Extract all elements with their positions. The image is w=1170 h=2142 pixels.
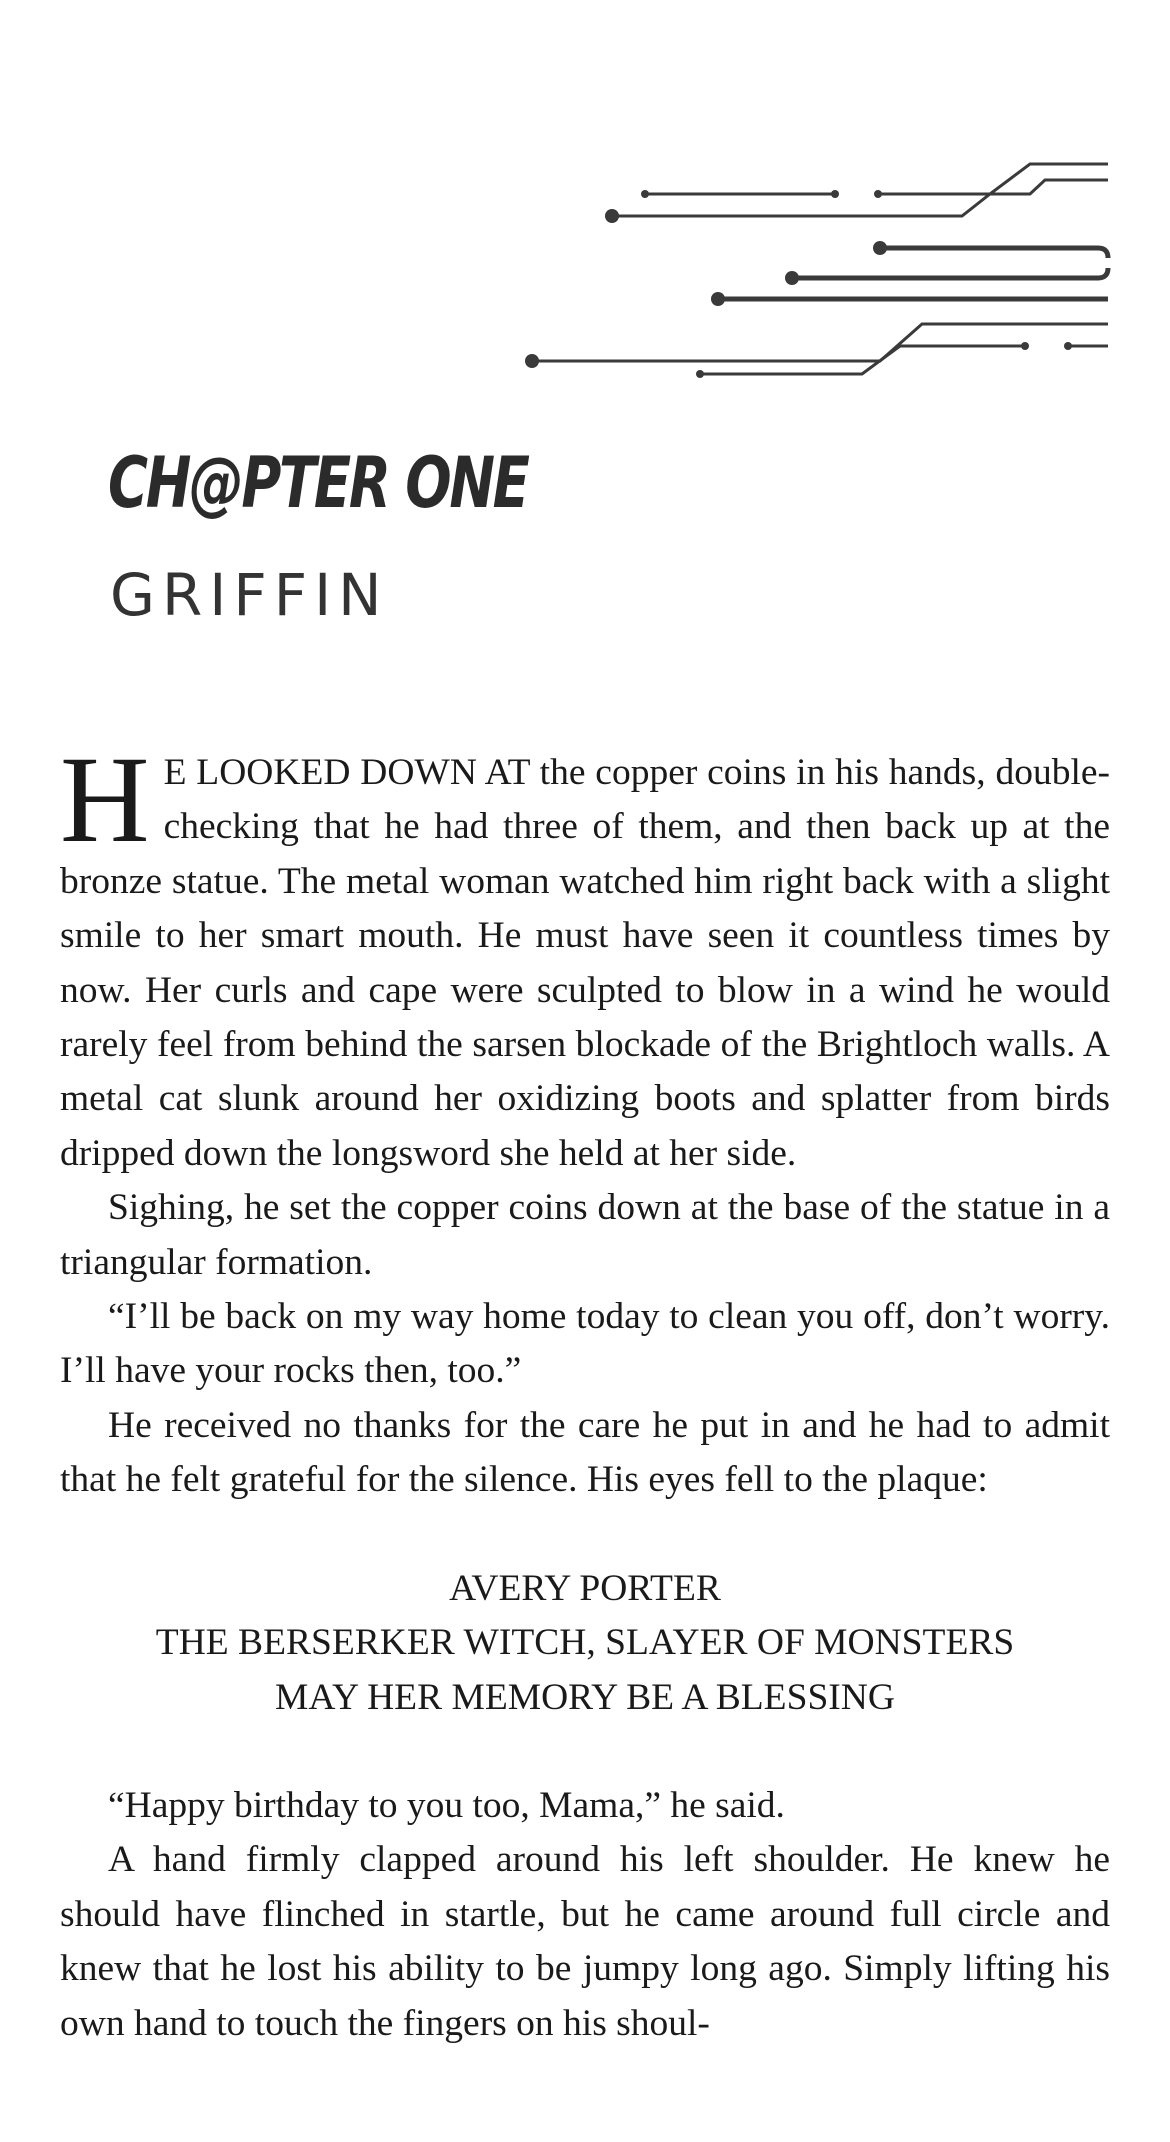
plaque-line: THE BERSERKER WITCH, SLAYER OF MONSTERS (155, 1622, 1015, 1664)
plaque-line: AVERY PORTER (449, 1567, 721, 1609)
paragraph (60, 731, 1110, 1181)
plaque-line: MAY HER MEMORY BE A BLESSING (275, 1676, 895, 1718)
paragraph: “Happy birthday to you too, Mama,” he said. (108, 1784, 785, 1826)
plaque-inscription (60, 1562, 1110, 1725)
paragraph: He received no thanks for the care he put in and he had to admit that he felt grateful for the silence. His eyes fell to the plaque: (60, 1404, 1110, 1501)
paragraph: “I’ll be back on my way home today to clean you off, don’t worry. I’ll have your rocks then, too.” (60, 1296, 1110, 1392)
paragraph: A hand firmly clapped around his left shoulder. He knew he should have flinched in startle, but he came around full circle and knew that he lost his ability to be jumpy long ago. Simply lifting his own hand to touch the fingers on his shoul- (60, 1839, 1110, 2044)
paragraph-text: E LOOKED DOWN AT the copper coins in his hands, double-checking that he had three of them, and then back up at the bronze statue. The metal woman watched him right back with a slight smile to her smart mouth. He must have seen it countless times by now. Her curls and cape were sculpted to blow in a wind he would rarely feel from behind the sarsen blockade of the Brightloch walls. A metal cat slunk around her oxidizing boots and splatter from birds dripped down the longsword she held at her side. (60, 752, 1110, 1174)
circuit-lines-icon (0, 0, 1170, 420)
paragraph: Sighing, he set the copper coins down at the base of the statue in a triangular formation. (60, 1187, 1110, 1283)
chapter-title: CH@PTER ONE (108, 442, 528, 524)
chapter-character-name: GRIFFIN (110, 561, 389, 629)
drop-cap: H (60, 731, 150, 868)
chapter-body (60, 731, 1110, 2051)
